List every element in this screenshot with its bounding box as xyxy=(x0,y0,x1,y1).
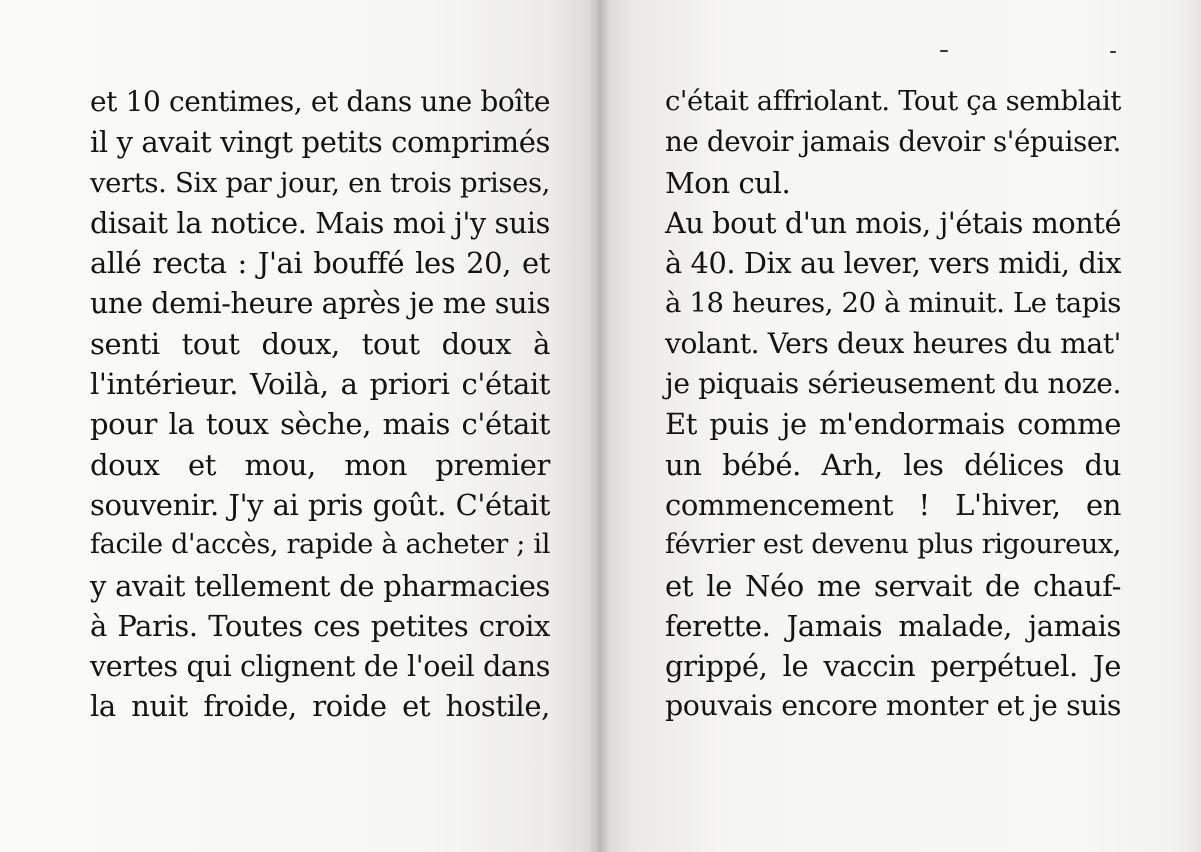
text-line: l'intérieur. Voilà, a priori c'était xyxy=(90,367,550,402)
book-gutter xyxy=(588,0,610,852)
text-line: Et puis je m'endormais comme xyxy=(665,407,1121,442)
text-line: ne devoir jamais devoir s'épuiser. xyxy=(665,125,1121,159)
text-line: à 40. Dix au lever, vers midi, dix xyxy=(665,246,1122,281)
text-line: février est devenu plus rigoureux, xyxy=(665,529,1121,561)
text-line: pour la toux sèche, mais c'était xyxy=(90,407,550,442)
text-line: facile d'accès, rapide à acheter ; il xyxy=(90,529,550,561)
text-line: il y avait vingt petits comprimés xyxy=(90,125,550,160)
text-line: c'était affriolant. Tout ça semblait xyxy=(665,86,1121,117)
text-line: y avait tellement de pharmacies xyxy=(90,568,550,603)
text-line: Mon cul. xyxy=(665,165,791,200)
text-line: à 18 heures, 20 à minuit. Le tapis xyxy=(665,287,1121,320)
text-line: Au bout d'un mois, j'étais monté xyxy=(665,205,1122,240)
print-speck xyxy=(940,50,948,52)
text-line: et le Néo me servait de chauf- xyxy=(665,568,1121,603)
left-page-text xyxy=(90,82,550,727)
text-line: vertes qui clignent de l'oeil dans xyxy=(90,649,551,684)
text-line: à Paris. Toutes ces petites croix xyxy=(90,608,550,643)
text-line: et 10 centimes, et dans une boîte xyxy=(90,85,550,118)
text-line: senti tout doux, tout doux à xyxy=(90,326,550,361)
text-line: un bébé. Arh, les délices du xyxy=(665,447,1121,482)
text-line: grippé, le vaccin perpétuel. Je xyxy=(665,649,1121,684)
text-line: allé recta : J'ai bouffé les 20, et xyxy=(90,246,550,281)
text-line: ferette. Jamais malade, jamais xyxy=(665,608,1121,643)
text-line: souvenir. J'y ai pris goût. C'était xyxy=(90,487,550,522)
text-line: doux et mou, mon premier xyxy=(90,447,550,482)
text-line: verts. Six par jour, en trois prises, xyxy=(90,166,550,199)
text-line: pouvais encore monter et je suis xyxy=(665,689,1122,723)
text-line: disait la notice. Mais moi j'y suis xyxy=(90,205,550,240)
text-line: volant. Vers deux heures du mat' xyxy=(665,326,1121,360)
text-line: la nuit froide, roide et hostile, xyxy=(90,689,550,724)
right-page-text xyxy=(665,82,1121,727)
text-line: je piquais sérieusement du noze. xyxy=(665,367,1121,401)
text-line: une demi-heure après je me suis xyxy=(90,286,551,321)
text-line: commencement ! L'hiver, en xyxy=(665,487,1121,522)
print-speck xyxy=(1110,51,1116,53)
